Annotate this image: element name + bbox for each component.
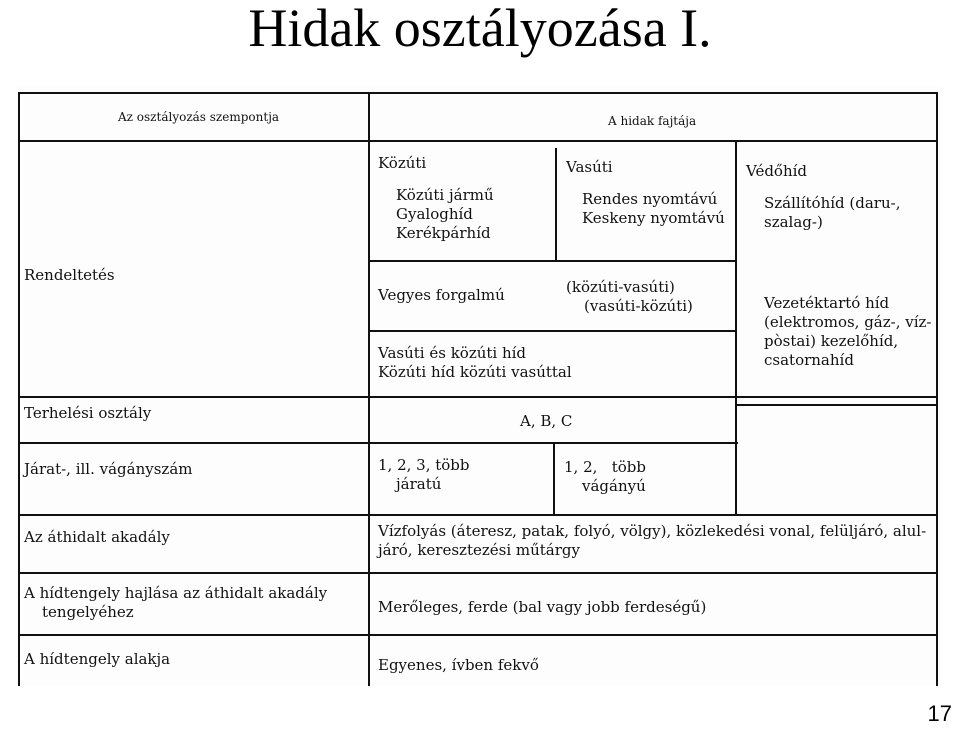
- jarat-vasuti-item: 1, 2, több: [564, 458, 646, 476]
- page-number: 17: [927, 701, 952, 726]
- athidalt-value-line: járó, keresztezési műtárgy: [378, 541, 580, 559]
- row-divider-jarat: [18, 514, 938, 516]
- divider-vegyes-bottom: [368, 330, 736, 332]
- vasuti-items: [582, 190, 725, 228]
- row-label-hajlas: [24, 584, 327, 622]
- kozuti-item: Gyaloghíd: [396, 205, 473, 223]
- vasuti-es-kozuti-item: Közúti híd közúti vasúttal: [378, 363, 572, 381]
- kozuti-item: Kerékpárhíd: [396, 224, 491, 242]
- vezetektarto-item: (elektromos, gáz-, víz-: [764, 313, 932, 331]
- kozuti-items: [396, 186, 494, 243]
- header-criterion: Az osztályozás szempontja: [118, 110, 280, 124]
- table-column-divider: [368, 92, 370, 686]
- row-divider-rendeltetes: [18, 396, 938, 398]
- vedohid-item: szalag-): [764, 213, 823, 231]
- vegyes-item: (közúti-vasúti): [566, 278, 675, 296]
- vezetektarto-item: csatornahíd: [764, 351, 854, 369]
- vezetektarto: [764, 294, 932, 370]
- divider-vedohid: [735, 142, 737, 514]
- hajlas-label-line: tengelyéhez: [42, 603, 134, 621]
- table-border-top: [18, 92, 938, 94]
- athidalt-value-line: Vízfolyás (áteresz, patak, folyó, völgy), közlekedési vonal, felüljáró, alul-: [378, 522, 927, 540]
- row-label-terhelesi: Terhelési osztály: [24, 404, 152, 422]
- row-divider-athidalt: [18, 572, 938, 574]
- vasuti-item: Rendes nyomtávú: [582, 190, 718, 208]
- row-divider-hajlas: [18, 634, 938, 636]
- row-label-alak: A hídtengely alakja: [24, 650, 171, 668]
- vegyes-item: (vasúti-közúti): [584, 297, 693, 315]
- divider-vedohid-bottom: [736, 404, 936, 406]
- row-divider-header: [18, 140, 938, 142]
- vasuti-es-kozuti-item: Vasúti és közúti híd: [378, 344, 527, 362]
- vasuti-es-kozuti: [378, 344, 572, 382]
- hajlas-label-line: A hídtengely hajlása az áthidalt akadály: [24, 584, 328, 602]
- vedohid-items: [764, 194, 900, 232]
- header-bridge-types: A hidak fajtája: [608, 114, 697, 128]
- vasuti-item: Keskeny nyomtávú: [582, 209, 725, 227]
- kozuti-heading: Közúti: [378, 154, 427, 172]
- slide-title: Hidak osztályozása I.: [248, 0, 712, 58]
- vezetektarto-item: pòstai) kezelőhíd,: [764, 332, 899, 350]
- athidalt-value: [378, 522, 926, 560]
- jarat-vasuti-item: vágányú: [582, 477, 646, 495]
- row-label-jarat: Járat-, ill. vágányszám: [24, 460, 193, 478]
- row-divider-terhelesi: [18, 442, 738, 444]
- alak-value: Egyenes, ívben fekvő: [378, 656, 539, 674]
- hajlas-value: Merőleges, ferde (bal vagy jobb ferdeségű): [378, 598, 707, 616]
- table-border-left: [18, 92, 20, 686]
- row-label-athidalt: Az áthidalt akadály: [24, 528, 170, 546]
- vedohid-item: Szállítóhíd (daru-,: [764, 194, 901, 212]
- vedohid-heading: Védőhíd: [746, 162, 808, 180]
- jarat-kozuti-item: járatú: [396, 475, 442, 493]
- divider-jarat-columns: [553, 444, 555, 514]
- vasuti-heading: Vasúti: [566, 158, 613, 176]
- jarat-kozuti-item: 1, 2, 3, több: [378, 456, 470, 474]
- table-border-right: [936, 92, 938, 686]
- jarat-kozuti: [378, 456, 470, 494]
- jarat-vasuti: [564, 458, 646, 496]
- divider-kozuti-vasuti: [555, 148, 557, 260]
- vegyes-items: [566, 278, 693, 316]
- kozuti-item: Közúti jármű: [396, 186, 494, 204]
- terhelesi-value: A, B, C: [520, 412, 573, 430]
- vezetektarto-item: Vezetéktartó híd: [764, 294, 890, 312]
- vegyes-label: Vegyes forgalmú: [378, 286, 505, 304]
- row-label-rendeltetes: Rendeltetés: [24, 266, 115, 284]
- divider-vegyes-top: [368, 260, 736, 262]
- classification-table-scan: [16, 86, 942, 686]
